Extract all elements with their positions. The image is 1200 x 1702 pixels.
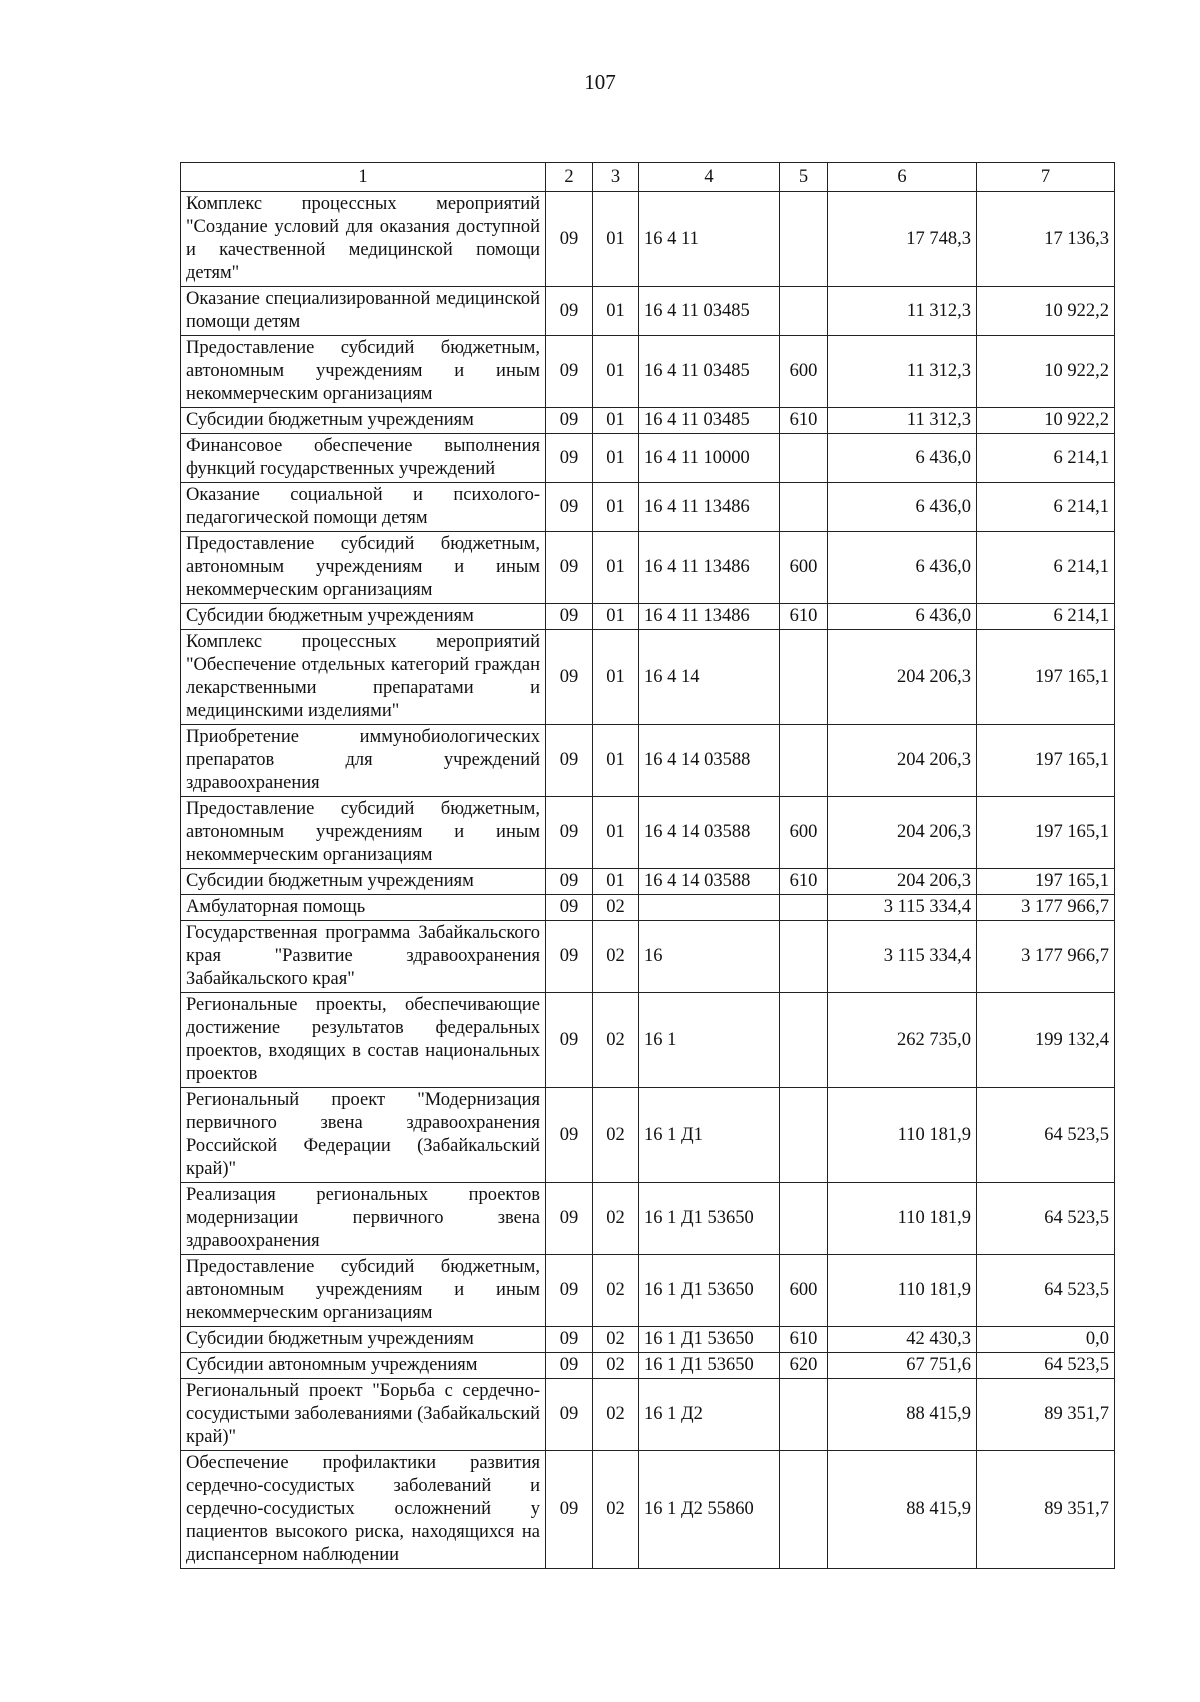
amount-year2-cell: 197 165,1 — [977, 797, 1115, 869]
subsection-code-cell: 02 — [593, 1088, 639, 1183]
amount-year1-cell: 67 751,6 — [828, 1353, 977, 1379]
table-body — [181, 192, 1115, 1569]
item-name-cell: Комплекс процессных мероприятий "Обеспечение отдельных категорий граждан лекарственными препаратами и медицинскими изделиями" — [181, 630, 546, 725]
amount-year1-cell: 11 312,3 — [828, 408, 977, 434]
expense-type-cell — [780, 192, 828, 287]
item-name-cell: Государственная программа Забайкальского края "Развитие здравоохранения Забайкальского края" — [181, 921, 546, 993]
amount-year1-cell: 110 181,9 — [828, 1183, 977, 1255]
target-article-cell: 16 4 14 — [639, 630, 780, 725]
subsection-code-cell: 01 — [593, 287, 639, 336]
target-article-cell: 16 4 11 — [639, 192, 780, 287]
amount-year2-cell: 64 523,5 — [977, 1353, 1115, 1379]
target-article-cell: 16 1 Д2 55860 — [639, 1451, 780, 1569]
subsection-code-cell: 02 — [593, 895, 639, 921]
section-code-cell: 09 — [546, 869, 593, 895]
amount-year2-cell: 6 214,1 — [977, 483, 1115, 532]
expense-type-cell — [780, 434, 828, 483]
section-code-cell: 09 — [546, 532, 593, 604]
item-name-cell: Предоставление субсидий бюджетным, автономным учреждениям и иным некоммерческим организациям — [181, 797, 546, 869]
target-article-cell — [639, 895, 780, 921]
expense-type-cell — [780, 725, 828, 797]
subsection-code-cell: 01 — [593, 725, 639, 797]
item-name-cell: Оказание специализированной медицинской помощи детям — [181, 287, 546, 336]
table-row — [181, 192, 1115, 287]
section-code-cell: 09 — [546, 1088, 593, 1183]
subsection-code-cell: 01 — [593, 630, 639, 725]
expense-type-cell — [780, 483, 828, 532]
section-code-cell: 09 — [546, 1353, 593, 1379]
table-row — [181, 1327, 1115, 1353]
amount-year1-cell: 11 312,3 — [828, 287, 977, 336]
amount-year2-cell: 0,0 — [977, 1327, 1115, 1353]
header-cell: 5 — [780, 163, 828, 192]
amount-year2-cell: 6 214,1 — [977, 532, 1115, 604]
table-row — [181, 630, 1115, 725]
target-article-cell: 16 1 Д1 53650 — [639, 1183, 780, 1255]
section-code-cell: 09 — [546, 336, 593, 408]
expense-type-cell — [780, 895, 828, 921]
table-row — [181, 336, 1115, 408]
expense-type-cell — [780, 630, 828, 725]
table-row — [181, 1183, 1115, 1255]
item-name-cell: Субсидии бюджетным учреждениям — [181, 869, 546, 895]
target-article-cell: 16 1 Д1 53650 — [639, 1327, 780, 1353]
expense-type-cell: 610 — [780, 408, 828, 434]
amount-year2-cell: 3 177 966,7 — [977, 895, 1115, 921]
header-cell: 4 — [639, 163, 780, 192]
section-code-cell: 09 — [546, 1255, 593, 1327]
amount-year1-cell: 6 436,0 — [828, 532, 977, 604]
table-row — [181, 532, 1115, 604]
target-article-cell: 16 1 Д2 — [639, 1379, 780, 1451]
subsection-code-cell: 01 — [593, 869, 639, 895]
table-row — [181, 483, 1115, 532]
amount-year2-cell: 199 132,4 — [977, 993, 1115, 1088]
target-article-cell: 16 4 11 03485 — [639, 336, 780, 408]
target-article-cell: 16 4 14 03588 — [639, 725, 780, 797]
amount-year1-cell: 204 206,3 — [828, 630, 977, 725]
subsection-code-cell: 02 — [593, 1183, 639, 1255]
target-article-cell: 16 4 11 10000 — [639, 434, 780, 483]
expense-type-cell — [780, 1088, 828, 1183]
section-code-cell: 09 — [546, 192, 593, 287]
table-row — [181, 1353, 1115, 1379]
target-article-cell: 16 1 Д1 53650 — [639, 1255, 780, 1327]
target-article-cell: 16 4 11 13486 — [639, 532, 780, 604]
table-row — [181, 1379, 1115, 1451]
target-article-cell: 16 1 — [639, 993, 780, 1088]
table-row — [181, 1088, 1115, 1183]
section-code-cell: 09 — [546, 1183, 593, 1255]
item-name-cell: Комплекс процессных мероприятий "Создание условий для оказания доступной и качественной медицинской помощи детям" — [181, 192, 546, 287]
table-row — [181, 869, 1115, 895]
header-cell: 1 — [181, 163, 546, 192]
amount-year2-cell: 89 351,7 — [977, 1379, 1115, 1451]
header-cell: 3 — [593, 163, 639, 192]
section-code-cell: 09 — [546, 604, 593, 630]
expense-type-cell — [780, 993, 828, 1088]
amount-year1-cell: 3 115 334,4 — [828, 921, 977, 993]
target-article-cell: 16 4 11 03485 — [639, 408, 780, 434]
table-row — [181, 408, 1115, 434]
amount-year2-cell: 197 165,1 — [977, 869, 1115, 895]
item-name-cell: Предоставление субсидий бюджетным, автономным учреждениям и иным некоммерческим организациям — [181, 1255, 546, 1327]
header-cell: 6 — [828, 163, 977, 192]
table-row — [181, 725, 1115, 797]
amount-year2-cell: 64 523,5 — [977, 1088, 1115, 1183]
item-name-cell: Финансовое обеспечение выполнения функций государственных учреждений — [181, 434, 546, 483]
section-code-cell: 09 — [546, 1379, 593, 1451]
item-name-cell: Предоставление субсидий бюджетным, автономным учреждениям и иным некоммерческим организациям — [181, 336, 546, 408]
subsection-code-cell: 02 — [593, 921, 639, 993]
subsection-code-cell: 01 — [593, 797, 639, 869]
table-row — [181, 993, 1115, 1088]
amount-year1-cell: 6 436,0 — [828, 604, 977, 630]
subsection-code-cell: 01 — [593, 192, 639, 287]
expense-type-cell: 600 — [780, 1255, 828, 1327]
amount-year2-cell: 3 177 966,7 — [977, 921, 1115, 993]
target-article-cell: 16 1 Д1 — [639, 1088, 780, 1183]
expense-type-cell: 600 — [780, 797, 828, 869]
expense-type-cell — [780, 1451, 828, 1569]
amount-year1-cell: 11 312,3 — [828, 336, 977, 408]
target-article-cell: 16 1 Д1 53650 — [639, 1353, 780, 1379]
amount-year1-cell: 204 206,3 — [828, 869, 977, 895]
expense-type-cell: 610 — [780, 604, 828, 630]
table-row — [181, 921, 1115, 993]
amount-year1-cell: 262 735,0 — [828, 993, 977, 1088]
target-article-cell: 16 4 14 03588 — [639, 869, 780, 895]
section-code-cell: 09 — [546, 434, 593, 483]
table-row — [181, 1255, 1115, 1327]
amount-year2-cell: 6 214,1 — [977, 604, 1115, 630]
subsection-code-cell: 01 — [593, 483, 639, 532]
expense-type-cell: 610 — [780, 1327, 828, 1353]
expense-type-cell — [780, 921, 828, 993]
subsection-code-cell: 02 — [593, 1379, 639, 1451]
item-name-cell: Региональный проект "Борьба с сердечно-сосудистыми заболеваниями (Забайкальский край)" — [181, 1379, 546, 1451]
subsection-code-cell: 02 — [593, 1327, 639, 1353]
amount-year1-cell: 6 436,0 — [828, 483, 977, 532]
subsection-code-cell: 01 — [593, 336, 639, 408]
subsection-code-cell: 01 — [593, 532, 639, 604]
section-code-cell: 09 — [546, 408, 593, 434]
header-row — [181, 163, 1115, 192]
item-name-cell: Оказание социальной и психолого-педагогической помощи детям — [181, 483, 546, 532]
table-row — [181, 1451, 1115, 1569]
target-article-cell: 16 — [639, 921, 780, 993]
page-number: 107 — [584, 70, 616, 94]
expense-type-cell — [780, 1379, 828, 1451]
section-code-cell: 09 — [546, 993, 593, 1088]
item-name-cell: Субсидии бюджетным учреждениям — [181, 1327, 546, 1353]
target-article-cell: 16 4 11 03485 — [639, 287, 780, 336]
item-name-cell: Приобретение иммунобиологических препаратов для учреждений здравоохранения — [181, 725, 546, 797]
section-code-cell: 09 — [546, 483, 593, 532]
subsection-code-cell: 01 — [593, 408, 639, 434]
section-code-cell: 09 — [546, 797, 593, 869]
amount-year2-cell: 17 136,3 — [977, 192, 1115, 287]
section-code-cell: 09 — [546, 630, 593, 725]
amount-year2-cell: 64 523,5 — [977, 1255, 1115, 1327]
subsection-code-cell: 01 — [593, 604, 639, 630]
item-name-cell: Региональный проект "Модернизация первичного звена здравоохранения Российской Федерации (Забайкальский край)" — [181, 1088, 546, 1183]
expense-type-cell: 600 — [780, 336, 828, 408]
expense-type-cell: 600 — [780, 532, 828, 604]
target-article-cell: 16 4 11 13486 — [639, 604, 780, 630]
subsection-code-cell: 02 — [593, 993, 639, 1088]
subsection-code-cell: 02 — [593, 1353, 639, 1379]
amount-year1-cell: 110 181,9 — [828, 1255, 977, 1327]
amount-year2-cell: 10 922,2 — [977, 408, 1115, 434]
item-name-cell: Амбулаторная помощь — [181, 895, 546, 921]
item-name-cell: Региональные проекты, обеспечивающие достижение результатов федеральных проектов, входящих в состав национальных проектов — [181, 993, 546, 1088]
amount-year2-cell: 10 922,2 — [977, 336, 1115, 408]
section-code-cell: 09 — [546, 287, 593, 336]
target-article-cell: 16 4 11 13486 — [639, 483, 780, 532]
expense-type-cell — [780, 287, 828, 336]
amount-year2-cell: 64 523,5 — [977, 1183, 1115, 1255]
amount-year2-cell: 10 922,2 — [977, 287, 1115, 336]
expense-type-cell: 610 — [780, 869, 828, 895]
table-row — [181, 797, 1115, 869]
amount-year1-cell: 204 206,3 — [828, 725, 977, 797]
subsection-code-cell: 02 — [593, 1451, 639, 1569]
amount-year1-cell: 110 181,9 — [828, 1088, 977, 1183]
item-name-cell: Обеспечение профилактики развития сердечно-сосудистых заболеваний и сердечно-сосудистых осложнений у пациентов высокого риска, находящихся на диспансерном наблюдении — [181, 1451, 546, 1569]
subsection-code-cell: 01 — [593, 434, 639, 483]
header-cell: 7 — [977, 163, 1115, 192]
table-row — [181, 895, 1115, 921]
amount-year2-cell: 197 165,1 — [977, 725, 1115, 797]
expense-type-cell: 620 — [780, 1353, 828, 1379]
section-code-cell: 09 — [546, 1451, 593, 1569]
amount-year1-cell: 88 415,9 — [828, 1451, 977, 1569]
table-row — [181, 434, 1115, 483]
amount-year2-cell: 89 351,7 — [977, 1451, 1115, 1569]
item-name-cell: Субсидии бюджетным учреждениям — [181, 408, 546, 434]
section-code-cell: 09 — [546, 895, 593, 921]
table-row — [181, 604, 1115, 630]
amount-year1-cell: 204 206,3 — [828, 797, 977, 869]
amount-year1-cell: 42 430,3 — [828, 1327, 977, 1353]
section-code-cell: 09 — [546, 1327, 593, 1353]
expense-type-cell — [780, 1183, 828, 1255]
amount-year2-cell: 6 214,1 — [977, 434, 1115, 483]
budget-table — [180, 162, 1115, 1569]
item-name-cell: Реализация региональных проектов модернизации первичного звена здравоохранения — [181, 1183, 546, 1255]
item-name-cell: Субсидии автономным учреждениям — [181, 1353, 546, 1379]
section-code-cell: 09 — [546, 921, 593, 993]
header-cell: 2 — [546, 163, 593, 192]
target-article-cell: 16 4 14 03588 — [639, 797, 780, 869]
amount-year1-cell: 17 748,3 — [828, 192, 977, 287]
amount-year2-cell: 197 165,1 — [977, 630, 1115, 725]
section-code-cell: 09 — [546, 725, 593, 797]
table-header — [181, 163, 1115, 192]
amount-year1-cell: 88 415,9 — [828, 1379, 977, 1451]
item-name-cell: Предоставление субсидий бюджетным, автономным учреждениям и иным некоммерческим организациям — [181, 532, 546, 604]
table-row — [181, 287, 1115, 336]
subsection-code-cell: 02 — [593, 1255, 639, 1327]
amount-year1-cell: 6 436,0 — [828, 434, 977, 483]
item-name-cell: Субсидии бюджетным учреждениям — [181, 604, 546, 630]
amount-year1-cell: 3 115 334,4 — [828, 895, 977, 921]
